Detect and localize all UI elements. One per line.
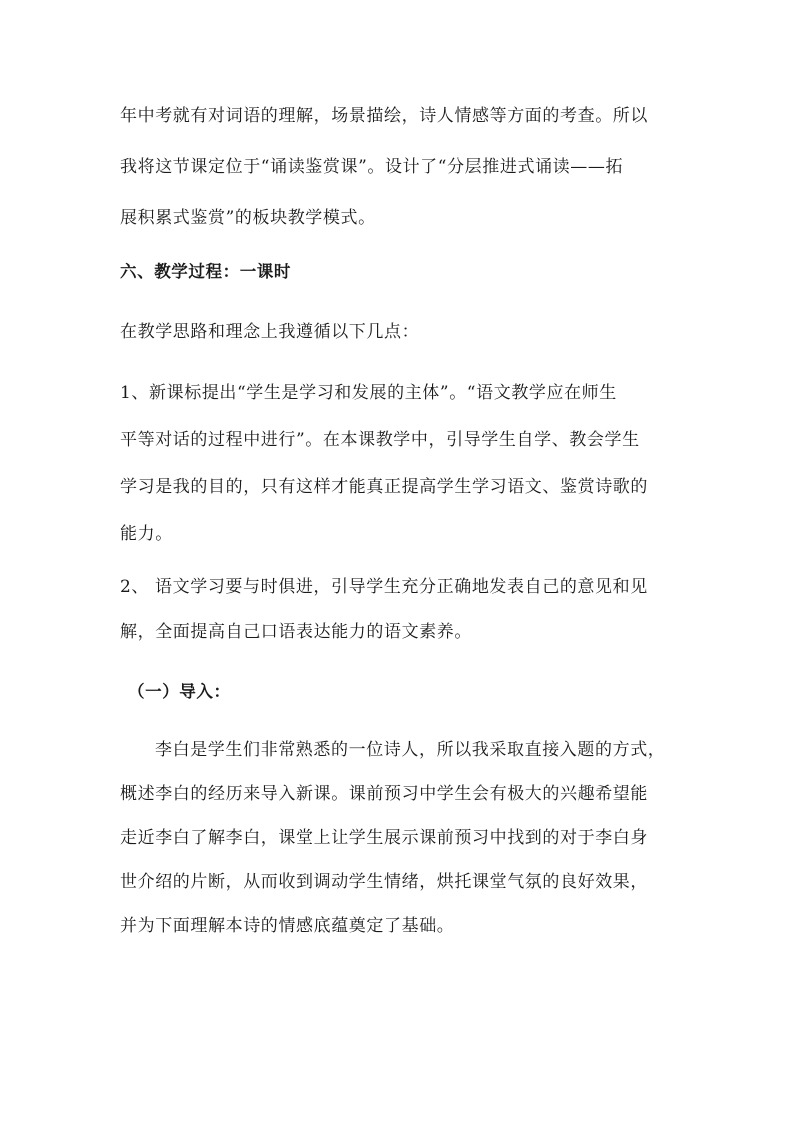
intro-paragraph-line-1: 李白是学生们非常熟悉的一位诗人，所以我采取直接入题的方式， (155, 740, 666, 760)
section-six-heading: 六、教学过程：一课时 (120, 262, 291, 281)
intro-paragraph-line-4: 世介绍的片断，从而收到调动学生情绪，烘托课堂气氛的良好效果， (120, 872, 648, 892)
principles-intro: 在教学思路和理念上我遵循以下几点： (120, 322, 420, 342)
intro-line-2: 我将这节课定位于“诵读鉴赏课”。设计了“分层推进式诵读——拓 (120, 157, 624, 177)
intro-paragraph-line-5: 并为下面理解本诗的情感底蕴奠定了基础。 (120, 916, 455, 936)
point-two-line-2: 解，全面提高自己口语表达能力的语文素养。 (120, 622, 472, 642)
point-one-line-1: 1、新课标提出“学生是学习和发展的主体”。“语文教学应在师生 (120, 383, 617, 403)
point-one-line-3: 学习是我的目的，只有这样才能真正提高学生学习语文、鉴赏诗歌的 (120, 477, 648, 497)
intro-paragraph-line-2: 概述李白的经历来导入新课。课前预习中学生会有极大的兴趣希望能 (120, 784, 648, 804)
point-one-line-4: 能力。 (120, 524, 173, 544)
intro-paragraph-line-3: 走近李白了解李白，课堂上让学生展示课前预习中找到的对于李白身 (120, 828, 648, 848)
point-one-line-2: 平等对话的过程中进行”。在本课教学中，引导学生自学、教会学生 (120, 430, 640, 450)
point-two-line-1: 2、 语文学习要与时俱进，引导学生充分正确地发表自己的意见和见 (120, 577, 648, 597)
intro-line-3: 展积累式鉴赏”的板块教学模式。 (120, 208, 376, 228)
subsection-one-heading: （一）导入： (128, 682, 231, 701)
intro-line-1: 年中考就有对词语的理解，场景描绘，诗人情感等方面的考查。所以 (120, 106, 648, 126)
